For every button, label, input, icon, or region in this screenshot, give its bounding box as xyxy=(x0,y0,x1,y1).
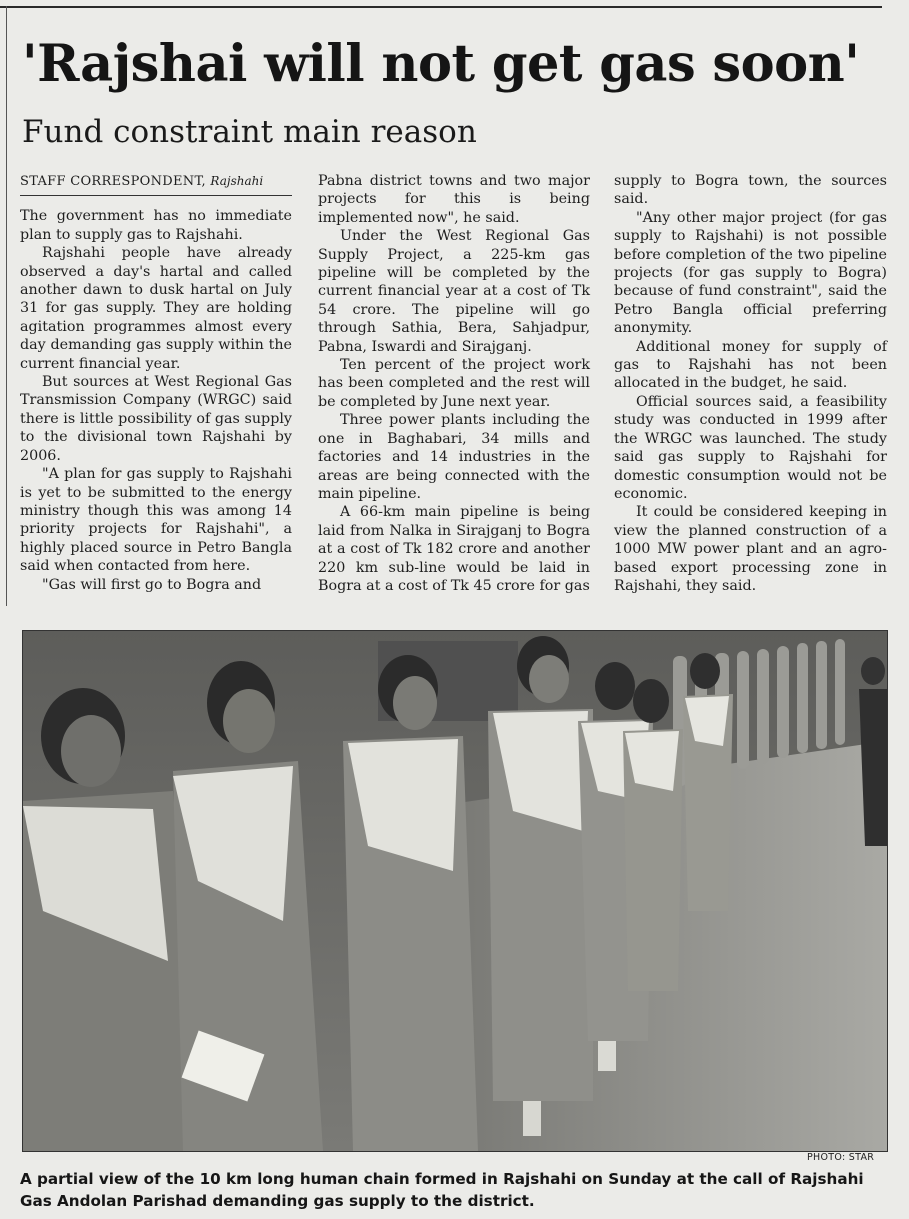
photo-caption: A partial view of the 10 km long human chain formed in Rajshahi on Sunday at the call of Rajshahi Gas Andolan Parishad demanding gas supply to the district. xyxy=(20,1170,864,1210)
paragraph: Pabna district towns and two major projects for this is being implemented now", he said. xyxy=(318,173,590,226)
paragraph: Ten percent of the project work has been completed and the rest will be completed by June next year. xyxy=(318,357,590,410)
article-column-2 xyxy=(318,172,590,595)
headline: 'Rajshai will not get gas soon' xyxy=(22,34,860,94)
paragraph: Three power plants including the one in Baghabari, 34 mills and factories and 14 industries in the areas are being connected with the main pipeline. xyxy=(318,412,590,502)
paragraph: Official sources said, a feasibility study was conducted in 1999 after the WRGC was launched. The study said gas supply to Rajshahi for domestic consumption would not be economic. xyxy=(614,393,887,502)
byline-author: STAFF CORRESPONDENT, xyxy=(20,174,206,189)
paragraph: supply to Bogra town, the sources said. xyxy=(614,173,887,208)
top-rule xyxy=(0,6,882,8)
byline xyxy=(20,172,292,196)
left-rule xyxy=(6,6,7,606)
paragraph: It could be considered keeping in view the planned construction of a 1000 MW power plant and an agro-based export processing zone in Rajshahi, they said. xyxy=(614,504,887,594)
paragraph: Rajshahi people have already observed a day's hartal and called another dawn to dusk hartal on July 31 for gas supply. They are holding agitation programmes almost every day demanding gas supply within the current financial year. xyxy=(20,245,292,372)
paragraph: "A plan for gas supply to Rajshahi is yet to be submitted to the energy ministry though this was among 14 priority projects for Rajshahi", a highly placed source in Petro Bangla said when contacted from here. xyxy=(20,466,292,575)
human-chain-photo xyxy=(23,631,887,1151)
subheadline: Fund constraint main reason xyxy=(22,114,477,150)
paragraph: "Any other major project (for gas supply to Rajshahi) is not possible before completion of the two pipeline projects (for gas supply to Bogra) because of fund constraint", said the Petro Bangla official preferring anonymity. xyxy=(614,209,887,337)
paragraph: But sources at West Regional Gas Transmission Company (WRGC) said there is little possibility of gas supply to the divisional town Rajshahi by 2006. xyxy=(20,374,292,464)
figure xyxy=(488,636,593,1136)
news-photo xyxy=(22,630,888,1152)
paragraph: "Gas will first go to Bogra and xyxy=(42,576,262,593)
paragraph: Under the West Regional Gas Supply Project, a 225-km gas pipeline will be completed by the current financial year at a cost of Tk 54 crore. The pipeline will go through Sathia, Bera, Sahjadpur, Pabna, Iswardi and Sirajganj. xyxy=(318,228,590,355)
article-column-1 xyxy=(20,172,292,594)
byline-place: Rajshahi xyxy=(210,174,264,188)
paragraph: A 66-km main pipeline is being laid from Nalka in Sirajganj to Bogra at a cost of Tk 182 crore and another 220 km sub-line would be laid in Bogra at a cost of Tk 45 crore for gas xyxy=(318,504,590,594)
article-column-3 xyxy=(614,172,887,595)
paragraph: Additional money for supply of gas to Rajshahi has not been allocated in the budget, he said. xyxy=(614,338,887,392)
paragraph: The government has no immediate plan to supply gas to Rajshahi. xyxy=(20,208,292,243)
photo-credit: PHOTO: STAR xyxy=(807,1152,875,1163)
